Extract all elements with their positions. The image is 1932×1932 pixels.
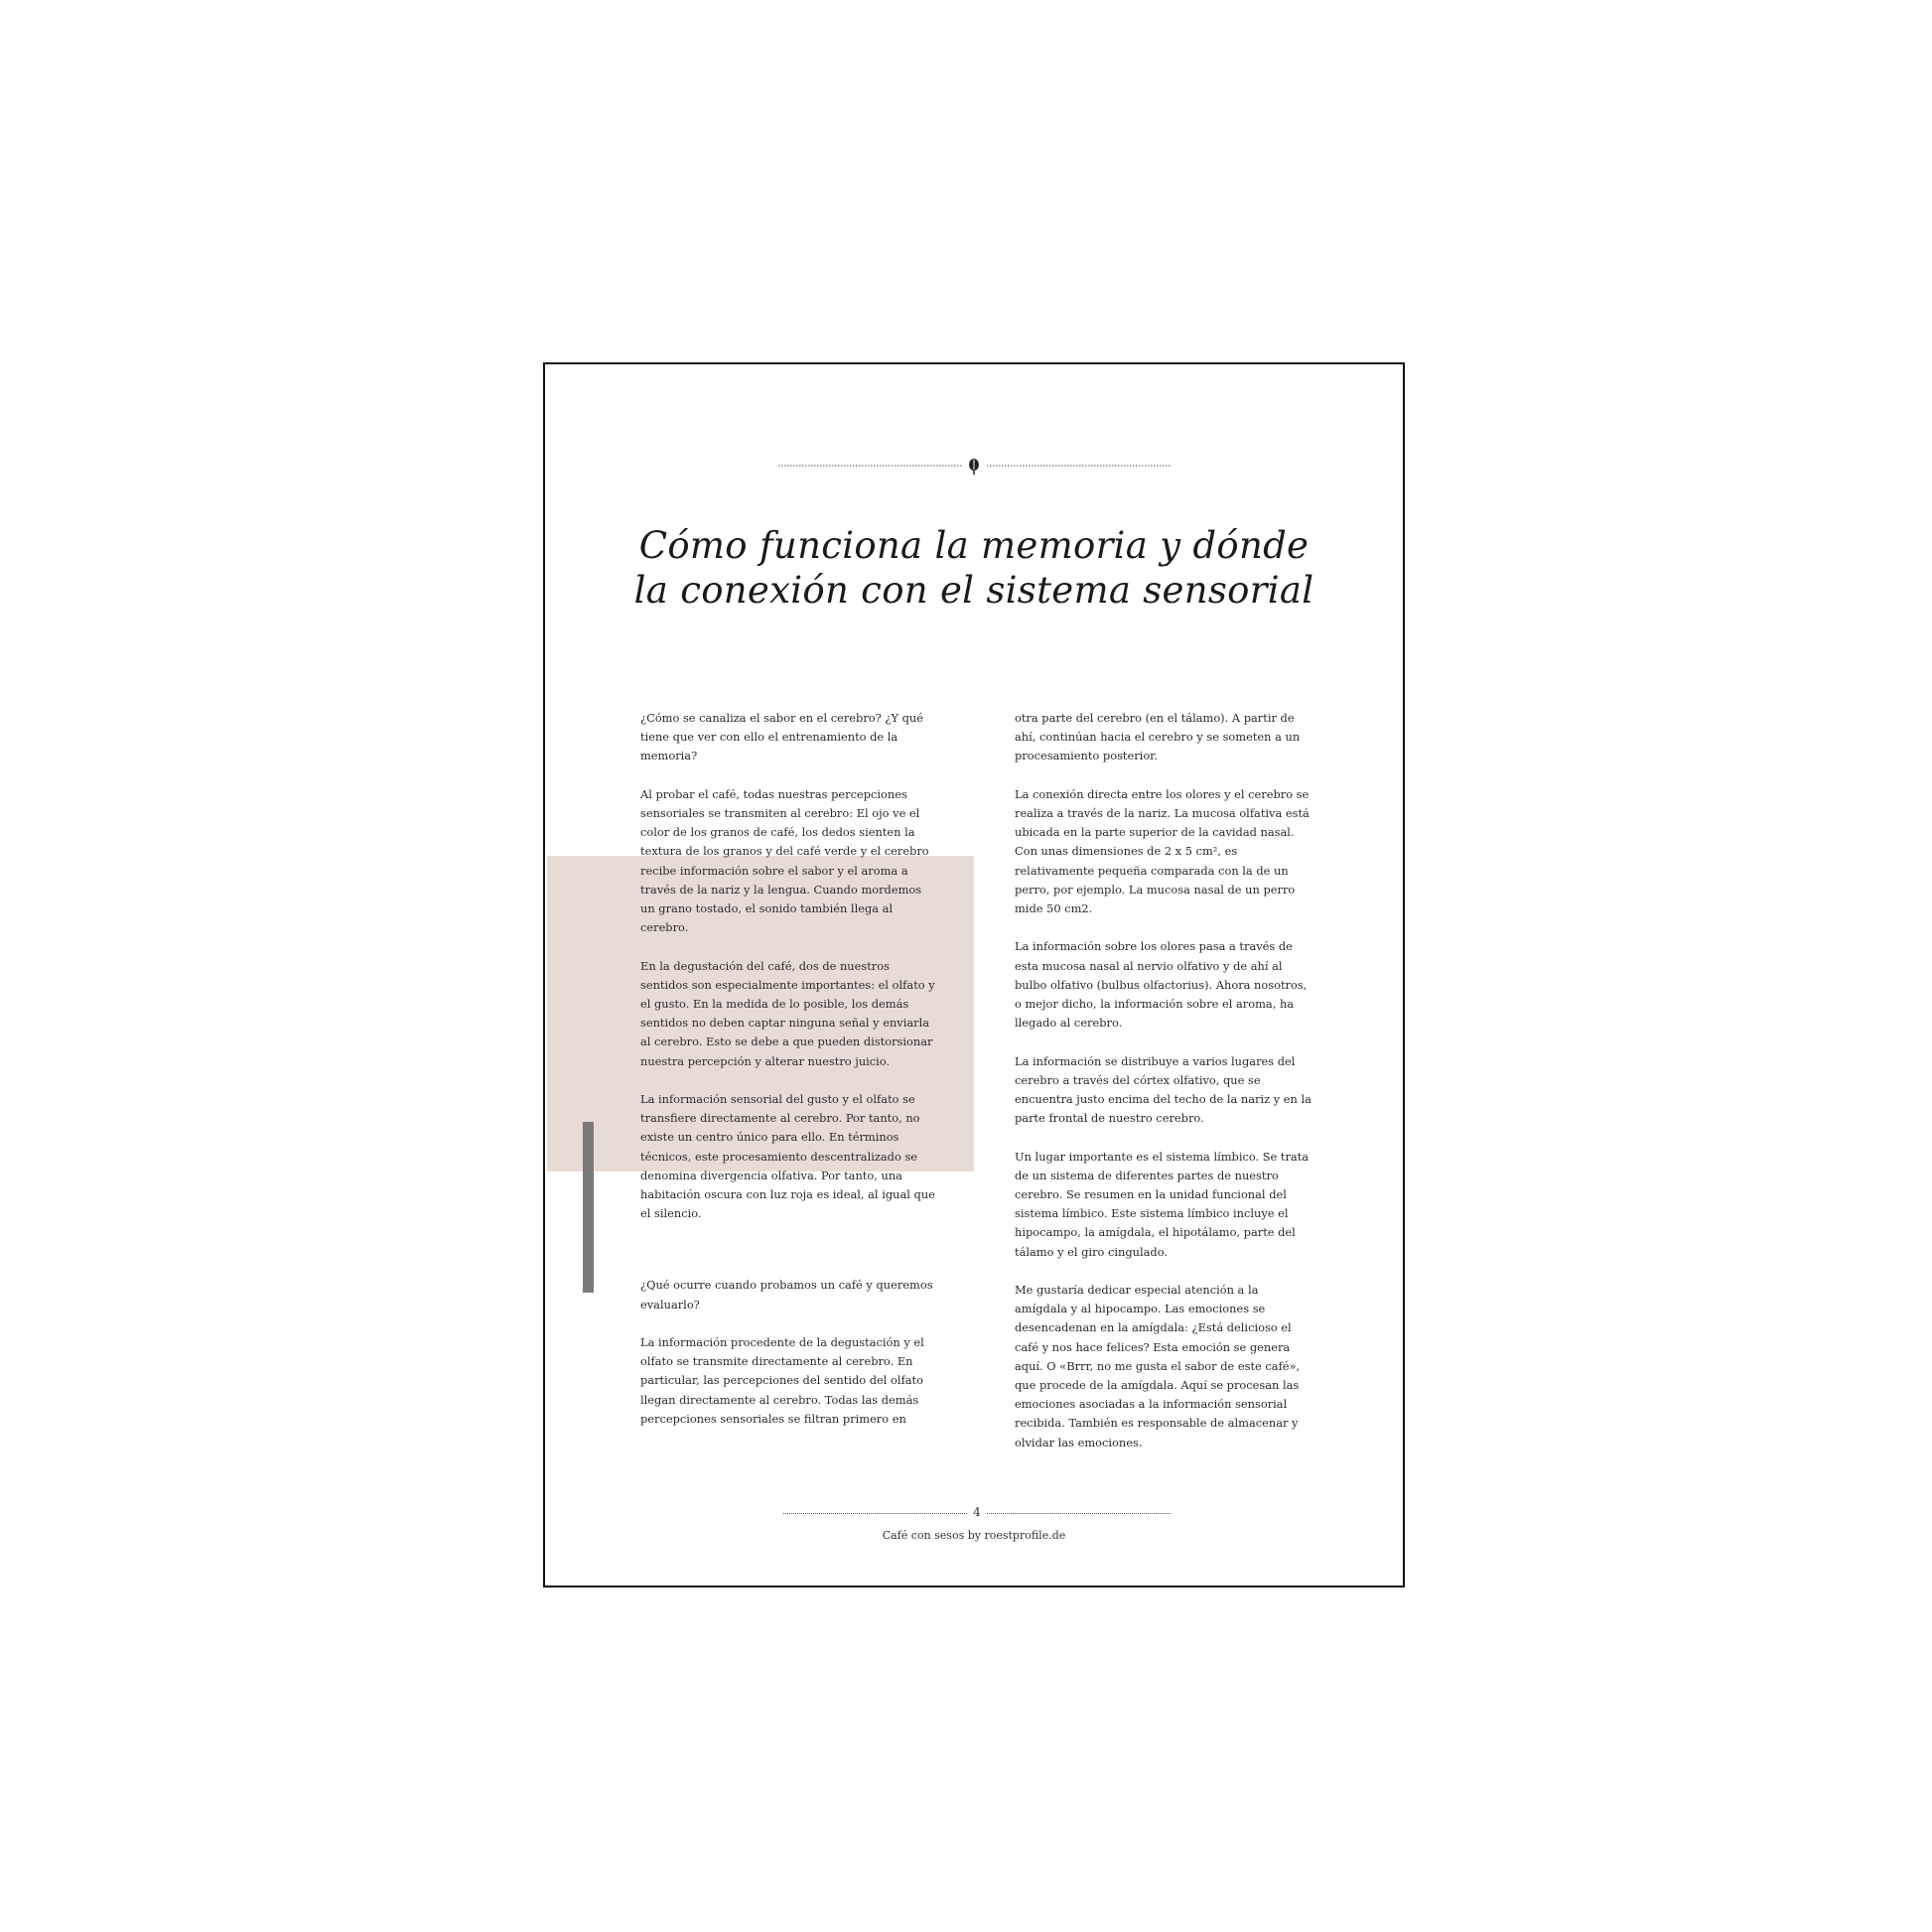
footer-credit: Café con sesos by roestprofile.de <box>882 1529 1066 1542</box>
document-page <box>543 362 1405 1587</box>
left-column <box>640 709 938 1448</box>
page-title <box>545 523 1403 613</box>
paragraph: Un lugar importante es el sistema límbico. Se trata de un sistema de diferentes partes de nuestro cerebro. Se resumen en la unidad funcional del sistema límbico. Este sistema límbico incluye el hipocampo, la amígdala, el hipotálamo, parte del tálamo y el giro cingulado. <box>1015 1149 1310 1259</box>
title-line-2: la conexión con el sistema sensorial <box>633 569 1314 612</box>
paragraph: Me gustaría dedicar especial atención a la amígdala y al hipocampo. Las emociones se desencadenan en la amígdala: ¿Está delicioso el café y nos hace felices? Esta emoción se genera aquí. O «Brrr, no me gusta el sabor de este café», que procede de la amígdala. Aquí se procesan las emociones asociadas a la información sensorial recibida. También es responsable de almacenar y olvidar las emociones. <box>1015 1283 1301 1449</box>
footer-divider <box>783 1504 1171 1520</box>
paragraph: ¿Cómo se canaliza el sabor en el cerebro? ¿Y qué tiene que ver con ello el entrenamiento de la memoria? <box>640 711 923 763</box>
paragraph: En la degustación del café, dos de nuestros sentidos son especialmente importantes: el olfato y el gusto. En la medida de lo posible, los demás sentidos no deben captar ninguna señal y enviarla al cerebro. Esto se debe a que pueden distorsionar nuestra percepción y alterar nuestro juicio. <box>640 958 935 1068</box>
subheading-question: ¿Qué ocurre cuando probamos un café y queremos evaluarlo? <box>640 1278 933 1311</box>
page-number: 4 <box>973 1505 981 1519</box>
coffee-bean-divider-icon <box>778 456 1171 476</box>
decorative-accent-bar <box>583 1122 594 1293</box>
paragraph: La información procedente de la degustación y el olfato se transmite directamente al cerebro. En particular, las percepciones del sentido del olfato llegan directamente al cerebro. Todas las demás percepciones sensoriales se filtran primero en <box>640 1335 924 1426</box>
paragraph: La información sensorial del gusto y el olfato se transfiere directamente al cerebro. Por tanto, no existe un centro único para ello. En términos técnicos, este procesamiento descentralizado se denomina divergencia olfativa. Por tanto, una habitación oscura con luz roja es ideal, al igual que el silencio. <box>640 1092 935 1221</box>
title-line-1: Cómo funciona la memoria y dónde <box>638 524 1310 567</box>
paragraph: La información sobre los olores pasa a través de esta mucosa nasal al nervio olfativo y de ahí al bulbo olfativo (bulbus olfactorius). Ahora nosotros, o mejor dicho, la información sobre el aroma, ha llegado al cerebro. <box>1015 939 1308 1031</box>
footer-divider-line-right <box>987 1513 1171 1514</box>
paragraph: otra parte del cerebro (en el tálamo). A partir de ahí, continúan hacia el cerebro y se someten a un procesamiento posterior. <box>1015 711 1301 763</box>
paragraph: Al probar el café, todas nuestras percepciones sensoriales se transmiten al cerebro: El ojo ve el color de los granos de café, los dedos sienten la textura de los granos y del café verde y el cerebro recibe información sobre el sabor y el aroma a través de la nariz y la lengua. Cuando mordemos un grano tostado, el sonido también llega al cerebro. <box>640 786 929 935</box>
right-column <box>1015 709 1312 1471</box>
paragraph: La conexión directa entre los olores y el cerebro se realiza a través de la nariz. La mucosa olfativa está ubicada en la parte superior de la cavidad nasal. Con unas dimensiones de 2 x 5 cm², es relativamente pequeña comparada con la de un perro, por ejemplo. La mucosa nasal de un perro mide 50 cm2. <box>1015 786 1310 916</box>
paragraph: La información se distribuye a varios lugares del cerebro a través del córtex olfativo, que se encuentra justo encima del techo de la nariz y en la parte frontal de nuestro cerebro. <box>1015 1053 1311 1126</box>
